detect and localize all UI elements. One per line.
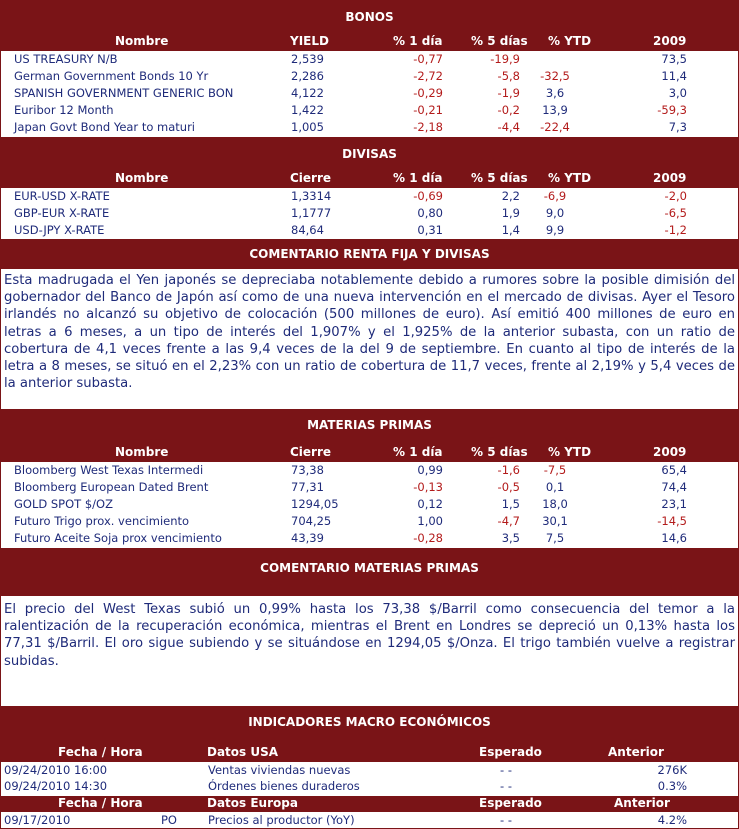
row-value-c5: 23,1 xyxy=(661,497,687,511)
macro-dato: Órdenes bienes duraderos xyxy=(208,779,360,793)
divisas-header-row xyxy=(0,171,739,188)
row-value-c3: -1,9 xyxy=(497,86,520,100)
row-name: German Government Bonds 10 Yr xyxy=(14,69,209,83)
row-value-c3: 2,2 xyxy=(501,189,520,203)
row-value-c2: 1,00 xyxy=(417,514,443,528)
row-value-c2: 0,99 xyxy=(417,463,443,477)
row-value-c5: 73,5 xyxy=(661,52,687,66)
row-value-c5: 11,4 xyxy=(661,69,687,83)
macro-row xyxy=(1,762,738,778)
divisas-table xyxy=(0,188,739,240)
macro-row xyxy=(1,778,738,794)
row-value-c5: -6,5 xyxy=(664,206,687,220)
col-datos-usa: Datos USA xyxy=(207,745,279,759)
row-value-c1: 1,422 xyxy=(291,103,324,117)
col-2009: 2009 xyxy=(653,445,687,459)
table-row xyxy=(1,205,738,222)
row-name: EUR-USD X-RATE xyxy=(14,189,110,203)
row-value-c2: 0,31 xyxy=(417,223,443,237)
col-datos-europa: Datos Europa xyxy=(207,796,298,810)
table-row xyxy=(1,68,738,85)
col-ytd: % YTD xyxy=(548,445,592,459)
table-row xyxy=(1,462,738,479)
row-value-c2: -0,28 xyxy=(413,531,443,545)
col-5dias: % 5 días xyxy=(471,171,528,185)
col-5dias: % 5 días xyxy=(471,34,528,48)
macro-usa-header-row xyxy=(0,745,739,762)
materias-title: MATERIAS PRIMAS xyxy=(0,409,739,445)
col-2009: 2009 xyxy=(653,171,687,185)
row-value-c1: 2,539 xyxy=(291,52,324,66)
table-row xyxy=(1,530,738,547)
row-name: SPANISH GOVERNMENT GENERIC BON xyxy=(14,86,234,100)
table-row xyxy=(1,188,738,205)
row-value-c4: 9,9 xyxy=(545,223,565,237)
row-value-c2: -0,69 xyxy=(413,189,443,203)
table-row xyxy=(1,119,738,136)
macro-usa-table xyxy=(0,762,739,797)
col-yield: YIELD xyxy=(290,34,329,48)
col-esperado: Esperado xyxy=(479,796,542,810)
row-value-c3: -1,6 xyxy=(497,463,520,477)
row-name: USD-JPY X-RATE xyxy=(14,223,105,237)
row-value-c4: -7,5 xyxy=(543,463,567,477)
row-value-c1: 1294,05 xyxy=(291,497,339,511)
col-ytd: % YTD xyxy=(548,171,592,185)
col-nombre: Nombre xyxy=(115,171,169,185)
col-1dia: % 1 día xyxy=(393,171,443,185)
row-value-c4: 3,6 xyxy=(545,86,565,100)
col-ytd: % YTD xyxy=(548,34,592,48)
row-value-c4: 9,0 xyxy=(545,206,565,220)
row-value-c4: -22,4 xyxy=(540,120,570,134)
row-value-c2: -2,72 xyxy=(413,69,443,83)
row-value-c1: 1,3314 xyxy=(291,189,332,203)
row-value-c3: 1,9 xyxy=(501,206,520,220)
row-value-c4: 0,1 xyxy=(545,480,565,494)
row-value-c5: 7,3 xyxy=(668,120,687,134)
row-name: GBP-EUR X-RATE xyxy=(14,206,110,220)
row-value-c5: -14,5 xyxy=(657,514,687,528)
comentario-rf-text: Esta madrugada el Yen japonés se depreciaba notablemente debido a rumores sobre la posible dimisión del gobernador del Banco de Japón así como de una nueva intervención en el mercado de divisas. Ayer el Tesoro irlandés no alcanzó su objetivo de colocación (500 millones de euro). Así emitió 400 millones de euro en letras a 6 meses, a un tipo de interés del 1,907% y el 1,925% de la anterior subasta, con un ratio de cobertura de 4,1 veces frente a las 9,4 veces de la del 9 de septiembre. En cuanto al tipo de interés de la letra a 8 meses, se situó en el 2,23% con un ratio de cobertura de 11,7 veces, frente al 2,19% y 5,4 veces de la anterior subasta. xyxy=(4,273,735,392)
bonos-table xyxy=(0,51,739,138)
row-value-c5: 3,0 xyxy=(668,86,687,100)
row-name: Futuro Trigo prox. vencimiento xyxy=(14,514,190,528)
macro-anterior: 0.3% xyxy=(657,779,687,793)
row-name: GOLD SPOT $/OZ xyxy=(14,497,113,511)
macro-dato: Precios al productor (YoY) xyxy=(208,813,355,827)
row-value-c4: -32,5 xyxy=(540,69,570,83)
row-value-c5: -2,0 xyxy=(664,189,687,203)
table-row xyxy=(1,479,738,496)
comentario-mp-text: El precio del West Texas subió un 0,99% hasta los 73,38 $/Barril como consecuencia del temor a la ralentización de la recuperación económica, mientras el Brent en Londres se depreció un 0,13% hasta los 77,31 $/Barril. El oro sigue subiendo y se situándose en 1294,05 $/Onza. El trigo también vuelve a registrar subidas. xyxy=(4,602,735,669)
macro-eu-header-row xyxy=(0,796,739,812)
col-nombre: Nombre xyxy=(115,34,169,48)
row-value-c3: -4,4 xyxy=(497,120,520,134)
row-value-c1: 4,122 xyxy=(291,86,324,100)
table-row xyxy=(1,222,738,239)
table-row xyxy=(1,85,738,102)
macro-esperado: - - xyxy=(500,813,512,827)
col-fecha: Fecha / Hora xyxy=(58,796,143,810)
row-value-c5: 65,4 xyxy=(661,463,687,477)
row-name: Futuro Aceite Soja prox vencimiento xyxy=(14,531,222,545)
col-anterior: Anterior xyxy=(608,745,664,759)
bonos-title: BONOS xyxy=(0,0,739,34)
row-value-c3: -4,7 xyxy=(497,514,520,528)
macro-fecha: 09/17/2010 xyxy=(4,813,71,827)
comentario-mp-box xyxy=(0,596,739,707)
col-1dia: % 1 día xyxy=(393,445,443,459)
row-value-c4: 18,0 xyxy=(542,497,568,511)
table-row xyxy=(1,51,738,68)
row-name: Euribor 12 Month xyxy=(14,103,114,117)
row-value-c4: 7,5 xyxy=(545,531,565,545)
row-value-c3: -19,9 xyxy=(490,52,520,66)
row-value-c1: 84,64 xyxy=(291,223,324,237)
row-value-c3: -0,2 xyxy=(497,103,520,117)
col-cierre: Cierre xyxy=(290,445,332,459)
comentario-mp-title: COMENTARIO MATERIAS PRIMAS xyxy=(0,548,739,596)
macro-anterior: 276K xyxy=(657,763,687,777)
row-value-c3: 1,4 xyxy=(501,223,520,237)
row-value-c1: 77,31 xyxy=(291,480,324,494)
col-esperado: Esperado xyxy=(479,745,542,759)
bonos-header-row xyxy=(0,34,739,51)
row-value-c2: -0,21 xyxy=(413,103,443,117)
row-value-c1: 1,005 xyxy=(291,120,324,134)
col-5dias: % 5 días xyxy=(471,445,528,459)
materias-header-row xyxy=(0,445,739,462)
macro-esperado: - - xyxy=(500,779,512,793)
row-name: Japan Govt Bond Year to maturi xyxy=(14,120,195,134)
row-name: US TREASURY N/B xyxy=(14,52,118,66)
comentario-rf-box xyxy=(0,269,739,410)
macro-anterior: 4.2% xyxy=(657,813,687,827)
row-value-c4: 13,9 xyxy=(542,103,568,117)
row-value-c2: -2,18 xyxy=(413,120,443,134)
row-value-c4: -6,9 xyxy=(543,189,567,203)
materias-table xyxy=(0,462,739,549)
col-cierre: Cierre xyxy=(290,171,332,185)
macro-fecha: 09/24/2010 14:30 xyxy=(4,779,108,793)
row-value-c1: 2,286 xyxy=(291,69,324,83)
col-fecha: Fecha / Hora xyxy=(58,745,143,759)
row-value-c2: 0,12 xyxy=(417,497,443,511)
row-value-c2: -0,77 xyxy=(413,52,443,66)
row-value-c2: -0,29 xyxy=(413,86,443,100)
macro-title: INDICADORES MACRO ECONÓMICOS xyxy=(0,706,739,746)
row-value-c5: -1,2 xyxy=(664,223,687,237)
macro-fecha: 09/24/2010 16:00 xyxy=(4,763,108,777)
row-value-c3: -0,5 xyxy=(497,480,520,494)
col-1dia: % 1 día xyxy=(393,34,443,48)
row-name: Bloomberg West Texas Intermedi xyxy=(14,463,204,477)
comentario-rf-title: COMENTARIO RENTA FIJA Y DIVISAS xyxy=(0,239,739,269)
col-nombre: Nombre xyxy=(115,445,169,459)
row-value-c5: 74,4 xyxy=(661,480,687,494)
row-value-c1: 73,38 xyxy=(291,463,324,477)
col-anterior: Anterior xyxy=(614,796,670,810)
row-name: Bloomberg European Dated Brent xyxy=(14,480,209,494)
table-row xyxy=(1,496,738,513)
row-value-c3: 3,5 xyxy=(501,531,520,545)
macro-pais: PO xyxy=(161,813,177,827)
macro-esperado: - - xyxy=(500,763,512,777)
table-row xyxy=(1,102,738,119)
macro-eu-table xyxy=(0,812,739,829)
row-value-c5: 14,6 xyxy=(661,531,687,545)
macro-row xyxy=(1,812,738,828)
divisas-title: DIVISAS xyxy=(0,137,739,171)
row-value-c2: 0,80 xyxy=(417,206,443,220)
col-2009: 2009 xyxy=(653,34,687,48)
table-row xyxy=(1,513,738,530)
row-value-c3: -5,8 xyxy=(497,69,520,83)
row-value-c3: 1,5 xyxy=(501,497,520,511)
macro-dato: Ventas viviendas nuevas xyxy=(208,763,351,777)
row-value-c4: 30,1 xyxy=(542,514,568,528)
row-value-c1: 43,39 xyxy=(291,531,324,545)
row-value-c5: -59,3 xyxy=(657,103,687,117)
row-value-c1: 1,1777 xyxy=(291,206,332,220)
row-value-c2: -0,13 xyxy=(413,480,443,494)
row-value-c1: 704,25 xyxy=(291,514,332,528)
